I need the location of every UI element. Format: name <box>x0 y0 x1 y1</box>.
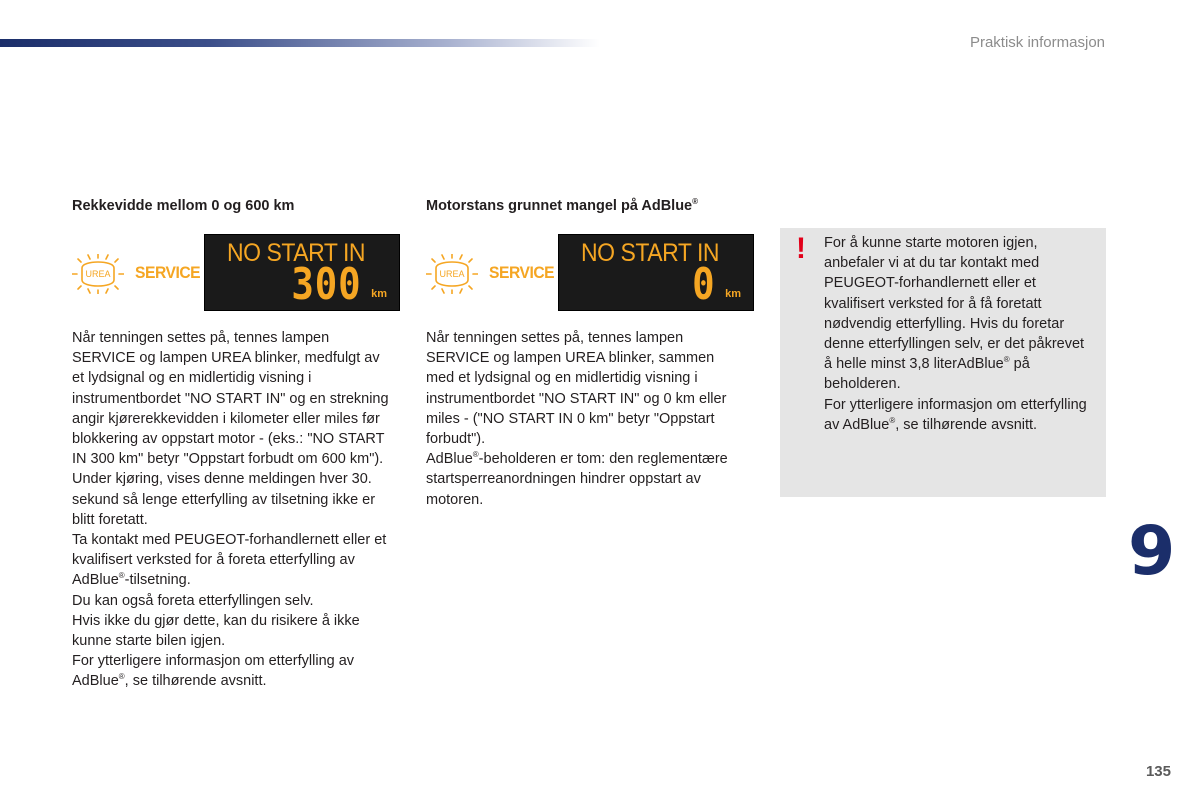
display-unit: km <box>371 288 387 300</box>
display-range-value: 300 <box>290 259 361 310</box>
warning-note-box <box>780 228 1106 497</box>
instrument-display <box>558 234 754 311</box>
paragraph: AdBlue®-beholderen er tom: den reglementære startsperreanordningen hindrer oppstart av motoren. <box>426 450 728 508</box>
paragraph: Hvis ikke du gjør dette, kan du risikere å ikke kunne starte bilen igjen. <box>72 612 360 650</box>
instrument-display <box>204 234 400 311</box>
left-heading: Rekkevidde mellom 0 og 600 km <box>72 198 295 214</box>
service-lamp-label: SERVICE <box>135 263 201 282</box>
middle-illustration <box>426 234 746 312</box>
paragraph: For ytterligere informasjon om etterfylling av AdBlue®, se tilhørende avsnitt. <box>824 396 1087 433</box>
display-message: NO START IN <box>227 239 366 267</box>
urea-lamp-icon <box>426 254 478 294</box>
display-unit: km <box>725 288 741 300</box>
paragraph: Ta kontakt med PEUGEOT-forhandlernett eller et kvalifisert verksted for å foreta etterfylling av AdBlue®-tilsetning. <box>72 532 387 589</box>
middle-column <box>426 196 746 510</box>
paragraph: Når tenningen settes på, tennes lampen SERVICE og lampen UREA blinker, medfulgt av et lydsignal og en midlertidig visning i instrumentbordet "NO START IN" og en strekning angir kjørerekkevidden i kilometer eller miles før blokkering av oppstart motor - (eks.: "NO START IN 300 km" betyr "Oppstart forbudt om 600 km"). <box>72 330 389 468</box>
display-message: NO START IN <box>581 239 720 267</box>
middle-heading: Motorstans grunnet mangel på AdBlue® <box>426 197 699 214</box>
service-lamp-label: SERVICE <box>489 263 555 282</box>
chapter-number: 9 <box>1128 512 1176 591</box>
middle-body <box>426 328 746 510</box>
left-body <box>72 328 392 692</box>
paragraph: For å kunne starte motoren igjen, anbefaler vi at du tar kontakt med PEUGEOT-forhandlernett eller et kvalifisert verksted for å få foretatt nødvendig etterfylling. Hvis du foretar denne etterfyllingen selv, er det påkrevet å helle minst 3,8 literAdBlue® på beholderen. <box>824 235 1085 393</box>
paragraph: Under kjøring, vises denne meldingen hver 30. sekund så lenge etterfylling av tilsetning ikke er blitt foretatt. <box>72 471 376 528</box>
page-number: 135 <box>1145 763 1171 780</box>
paragraph: Du kan også foreta etterfyllingen selv. <box>72 592 314 609</box>
urea-lamp-label: UREA <box>85 269 111 279</box>
urea-lamp-icon <box>72 254 124 294</box>
paragraph: Når tenningen settes på, tennes lampen SERVICE og lampen UREA blinker, sammen med et lydsignal og en midlertidig visning i instrumentbordet "NO START IN" og 0 km eller miles - ("NO START IN 0 km" betyr "Oppstart forbudt"). <box>426 330 727 448</box>
warning-exclamation-icon: ! <box>796 232 806 265</box>
note-text <box>824 233 1092 435</box>
paragraph: For ytterligere informasjon om etterfylling av AdBlue®, se tilhørende avsnitt. <box>72 653 355 690</box>
urea-lamp-label: UREA <box>439 269 465 279</box>
warning-lamps <box>426 254 555 294</box>
section-title: Praktisk informasjon <box>969 34 1105 51</box>
warning-lamps <box>72 254 201 294</box>
display-range-value: 0 <box>691 259 715 310</box>
header-gradient-bar <box>0 39 600 47</box>
left-column <box>72 196 392 692</box>
left-illustration <box>72 234 392 312</box>
